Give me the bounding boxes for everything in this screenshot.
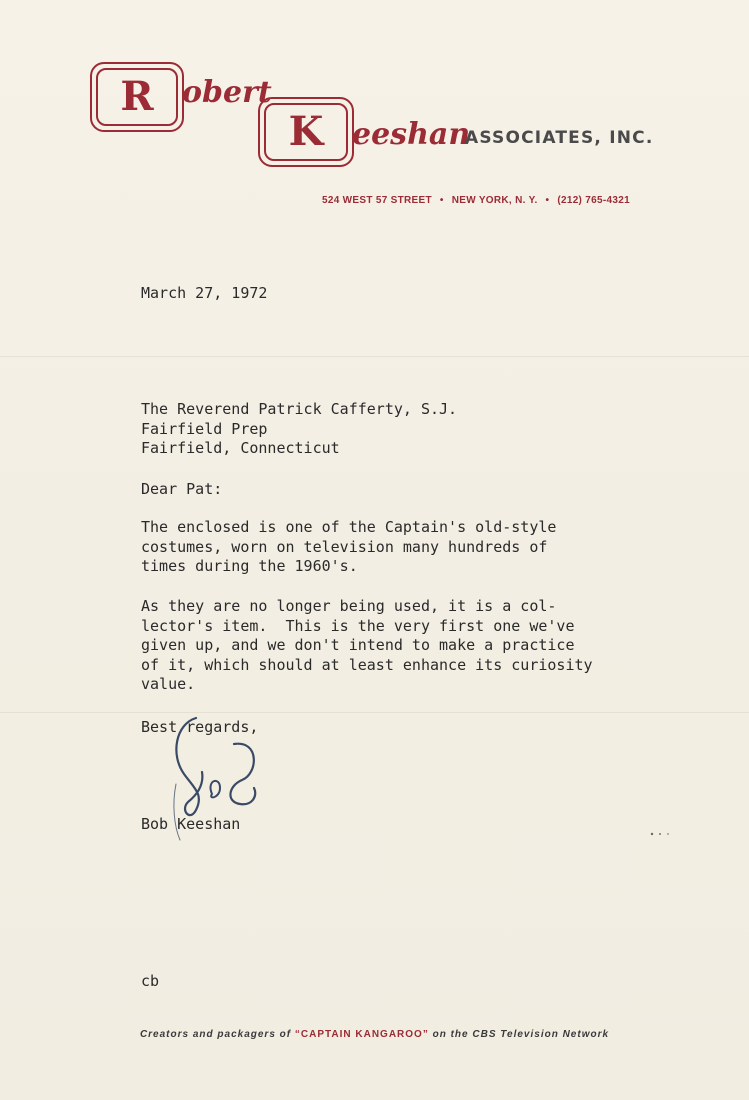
paragraph-line: value. (141, 675, 196, 693)
logo-initial-k: K (288, 108, 324, 155)
recipient-line: Fairfield, Connecticut (141, 439, 340, 457)
salutation: Dear Pat: (141, 480, 223, 498)
letterhead-footer (0, 1029, 749, 1040)
letter-date: March 27, 1972 (141, 284, 268, 302)
logo-r-badge (90, 62, 184, 132)
letterhead-address (322, 195, 692, 206)
bullet-separator: • (439, 195, 444, 206)
logo-script-eeshan: eeshan (352, 117, 471, 152)
paragraph-1 (141, 518, 556, 577)
recipient-address (141, 400, 457, 459)
paragraph-line: times during the 1960's. (141, 557, 358, 575)
closing: Best regards, (141, 718, 259, 736)
logo-k-badge (258, 97, 354, 167)
logo-initial-r: R (120, 73, 154, 120)
address-phone: (212) 765-4321 (557, 195, 630, 206)
footer-suffix: on the CBS Television Network (432, 1029, 610, 1040)
bullet-separator: • (545, 195, 550, 206)
footer-show-name: “CAPTAIN KANGAROO” (294, 1029, 429, 1040)
paragraph-line: given up, and we don't intend to make a practice (141, 636, 575, 654)
recipient-line: The Reverend Patrick Cafferty, S.J. (141, 400, 458, 418)
paper-fold-line (0, 356, 749, 358)
typist-initials: cb (141, 972, 160, 990)
paragraph-line: of it, which should at least enhance its curiosity (141, 655, 593, 674)
company-suffix: ASSOCIATES, INC. (465, 128, 654, 148)
logo-script-obert: obert (182, 75, 272, 110)
paragraph-line: lector's item. This is the very first one we've (141, 616, 575, 635)
paragraph-line: The enclosed is one of the Captain's old-style (141, 518, 557, 536)
paragraph-line: costumes, worn on television many hundreds of (141, 537, 548, 556)
recipient-line: Fairfield Prep (141, 419, 268, 438)
paper-fold-line (0, 712, 749, 714)
paragraph-2 (141, 597, 593, 695)
footer-prefix: Creators and packagers of (139, 1029, 292, 1040)
address-city: NEW YORK, N. Y. (451, 195, 538, 206)
signature-name: Bob Keeshan (141, 815, 241, 833)
paper-speck (650, 832, 674, 836)
paragraph-line: As they are no longer being used, it is a col- (141, 597, 557, 615)
address-street: 524 WEST 57 STREET (322, 195, 432, 206)
